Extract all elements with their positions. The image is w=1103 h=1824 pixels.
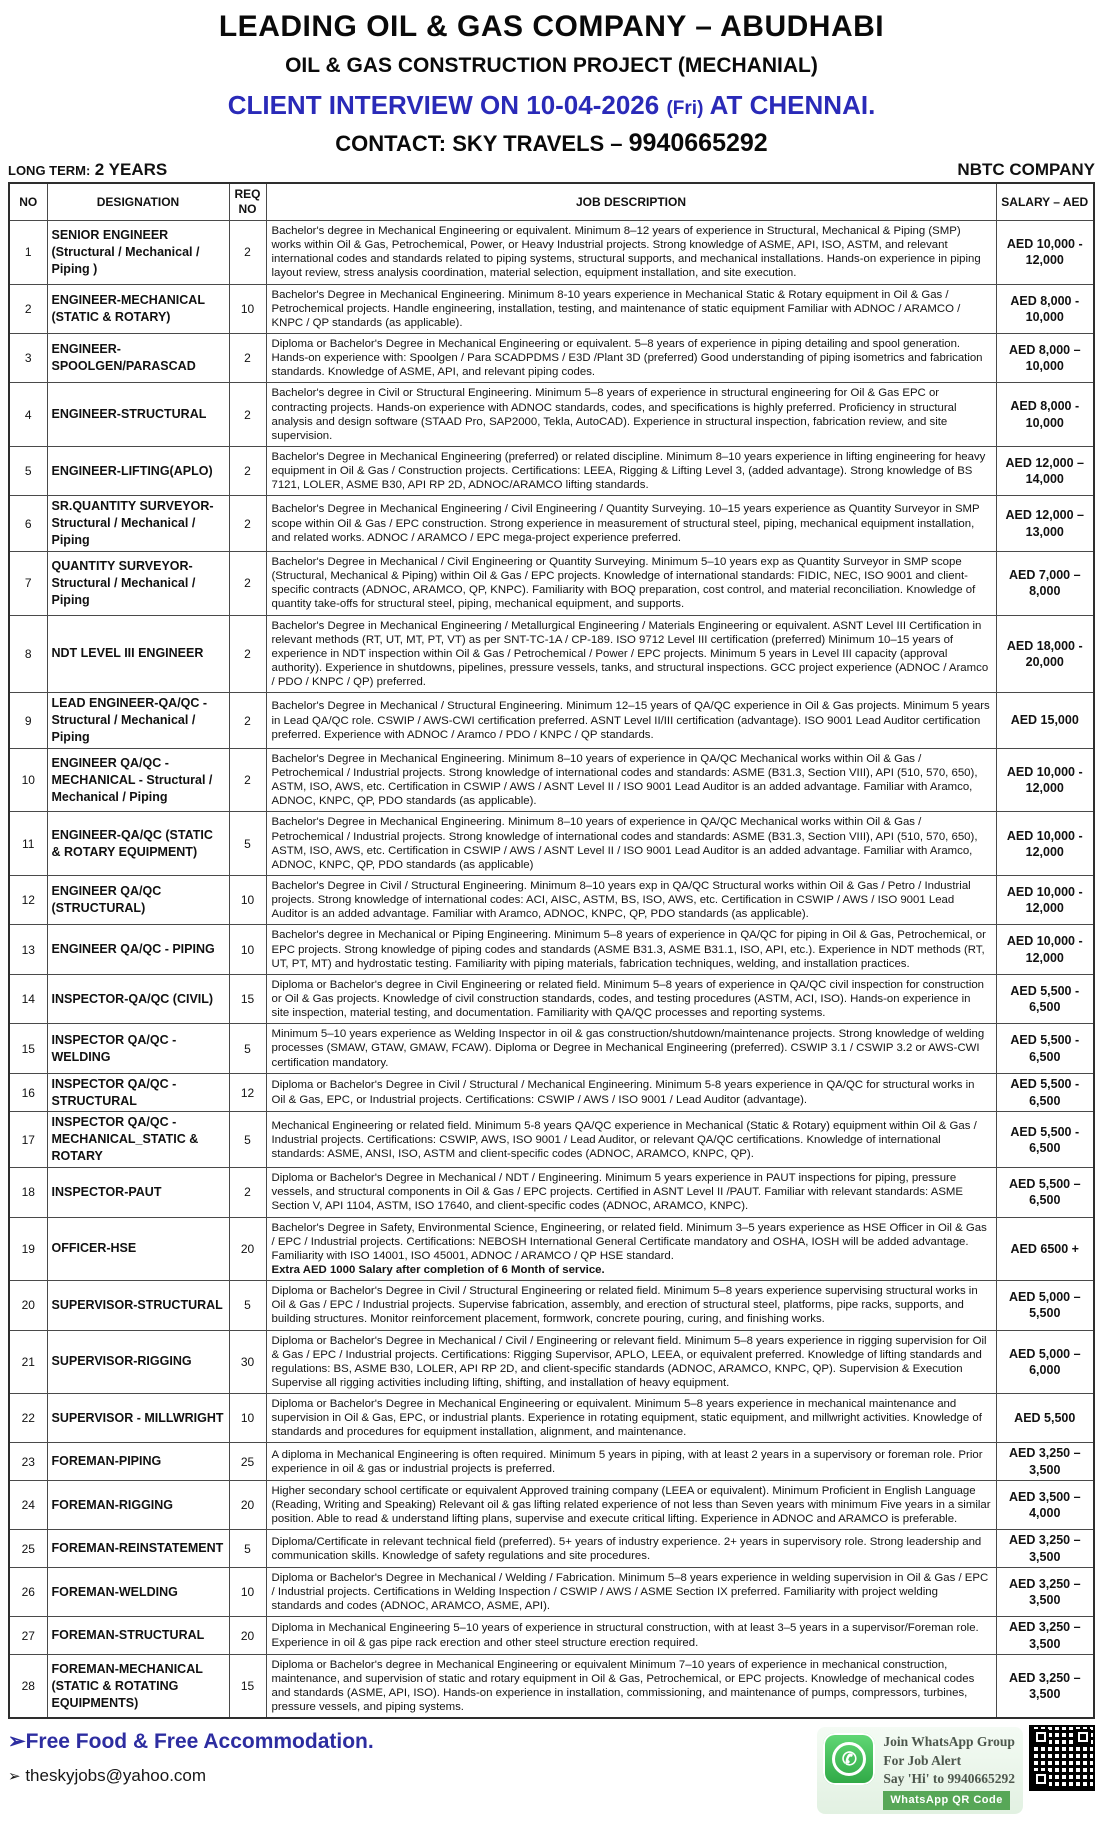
description-cell [266,1443,996,1481]
req-count-cell: 2 [229,1168,266,1217]
salary-cell: AED 5,500 - 6,500 [996,1024,1094,1073]
arrow-bullet-icon: ➢ [8,1730,26,1754]
whatsapp-line-3: Say 'Hi' to 9940665292 [883,1770,1015,1786]
free-benefits-text: Free Food & Free Accommodation. [25,1730,374,1754]
req-count-cell: 20 [229,1480,266,1529]
qr-eye-icon [1033,1729,1049,1745]
row-number: 7 [9,552,47,616]
arrow-bullet-icon: ➢ [8,1768,21,1786]
req-count-cell: 10 [229,1394,266,1443]
req-count-cell: 5 [229,812,266,876]
designation-cell: SUPERVISOR-RIGGING [47,1330,229,1394]
designation-cell: FOREMAN-REINSTATEMENT [47,1530,229,1568]
designation-cell: OFFICER-HSE [47,1217,229,1281]
description-cell [266,1024,996,1073]
description-text: Diploma or Bachelor's Degree in Mechanical / Welding / Fabrication. Minimum 5–8 years experience in welding supervision in Oil & Gas / EPC / Industrial projects. Certifications in Welding Inspection / CSWIP / AWS / ASME Section IX preferred. Familiarity with project welding standards and codes (ADNOC, ARAMCO, ASME, API). [271,1571,989,1613]
description-text: Diploma or Bachelor's Degree in Mechanical / Civil / Engineering or relevant field. Minimum 5–8 years experience in rigging supervision for Oil & Gas / EPC / Industrial projects. Certifications: Rigging Supervisor, APLO, LEEA, or equivalent preferred. Knowledge of lifting standards and regulations: BS, ASME B30, LOLER, API RP 2D, and client-specific standards (ADNOC, ARAMCO, KNPC, QP). Supervision & Execution Supervise all rigging activities including lifting, shifting, and installation of heavy equipment. [271,1334,987,1389]
description-text: Diploma or Bachelor's Degree in Civil / Structural / Mechanical Engineering. Minimum 5-8 years experience in QA/QC for structural works in Oil & Gas, EPC, or Industrial projects. Certifications: CSWIP / AWS / ISO 9001 / Lead Auditor (advantage). [271,1079,975,1106]
meta-row [8,160,1095,180]
col-designation: DESIGNATION [47,183,229,221]
description-cell [266,615,996,693]
designation-cell: ENGINEER QA/QC - MECHANICAL - Structural / Mechanical / Piping [47,748,229,812]
row-number: 19 [9,1217,47,1281]
designation-cell: QUANTITY SURVEYOR- Structural / Mechanical / Piping [47,552,229,616]
table-row [9,1168,1094,1217]
row-number: 4 [9,383,47,447]
req-count-cell: 15 [229,974,266,1023]
page-subtitle: OIL & GAS CONSTRUCTION PROJECT (MECHANIAL) [285,54,818,77]
salary-cell: AED 6500 + [996,1217,1094,1281]
salary-cell: AED 3,500 – 4,000 [996,1480,1094,1529]
table-row [9,1217,1094,1281]
whatsapp-icon [823,1733,875,1785]
req-count-cell: 2 [229,446,266,495]
salary-cell: AED 10,000 - 12,000 [996,221,1094,285]
table-row [9,1480,1094,1529]
interview-place: AT CHENNAI. [709,90,876,120]
req-count-cell: 10 [229,925,266,974]
description-text: Diploma or Bachelor's Degree in Mechanical / NDT / Engineering. Minimum 5 years experience in PAUT inspections for piping, pressure vessels, and structural components in Oil & Gas / EPC projects. Certified in ASNT Level II /PAUT. Familiar with relevant standards: ASME Section V, API 1104, ASTM, ISO 17640, and client-specific codes (ADNOC, ARAMCO, KNPC). [271,1172,964,1213]
salary-cell: AED 7,000 – 8,000 [996,552,1094,616]
row-number: 9 [9,693,47,749]
row-number: 3 [9,333,47,382]
req-count-cell: 25 [229,1443,266,1481]
description-text: A diploma in Mechanical Engineering is often required. Minimum 5 years in piping, with at least 2 years in a supervisory or foreman role. Prior experience in oil & gas or industrial projects is preferred. [271,1448,983,1475]
row-number: 26 [9,1567,47,1616]
salary-cell: AED 10,000 - 12,000 [996,876,1094,925]
table-row [9,1654,1094,1718]
description-text: Minimum 5–10 years experience as Welding Inspector in oil & gas construction/shutdown/maintenance projects. Strong knowledge of welding processes (SMAW, GTAW, GMAW, FCAW). Diploma or Degree in Mechanical Engineering (preferred). CSWIP 3.1 / CSWIP 3.2 or AWS-CWI certification mandatory. [271,1028,985,1069]
row-number: 17 [9,1112,47,1168]
term-label: LONG TERM: [8,163,91,178]
table-row [9,496,1094,552]
designation-cell: ENGINEER-QA/QC (STATIC & ROTARY EQUIPMENT) [47,812,229,876]
row-number: 10 [9,748,47,812]
table-row [9,1567,1094,1616]
designation-cell: NDT LEVEL III ENGINEER [47,615,229,693]
req-count-cell: 5 [229,1112,266,1168]
req-count-cell: 10 [229,876,266,925]
table-row [9,1281,1094,1330]
table-row [9,748,1094,812]
description-text: Higher secondary school certificate or equivalent Approved training company (LEEA or equivalent). Minimum Proficient in English Language (Reading, Writing and Speaking) Relevant oil & gas lifting related experience of not less than Seven years with minimum Five years in a similar position. Able to read & understand lifting plans, supervise and execute critical lifting. Experience in ADNOC and ARAMCO is preferable. [271,1484,991,1526]
description-cell [266,693,996,749]
page-header [8,10,1095,180]
designation-cell: FOREMAN-MECHANICAL (STATIC & ROTATING EQUIPMENTS) [47,1654,229,1718]
designation-cell: INSPECTOR QA/QC - WELDING [47,1024,229,1073]
designation-cell: ENGINEER-MECHANICAL (STATIC & ROTARY) [47,284,229,333]
salary-cell: AED 5,500 – 6,500 [996,1168,1094,1217]
table-row [9,812,1094,876]
row-number: 5 [9,446,47,495]
qr-code [1031,1727,1093,1789]
description-cell [266,974,996,1023]
col-salary: SALARY – AED [996,183,1094,221]
designation-cell: INSPECTOR-QA/QC (CIVIL) [47,974,229,1023]
free-benefits-line [8,1729,374,1754]
table-row [9,383,1094,447]
interview-day: (Fri) [666,98,704,119]
table-row [9,552,1094,616]
table-row [9,1073,1094,1112]
description-bold-note: Extra AED 1000 Salary after completion of 6 Month of service. [271,1263,605,1276]
salary-cell: AED 12,000 – 14,000 [996,446,1094,495]
req-count-cell: 5 [229,1024,266,1073]
footer-left [8,1727,374,1786]
description-text: Bachelor's Degree in Mechanical Engineering. Minimum 8–10 years of experience in QA/QC Mechanical works within Oil & Gas / Petrochemical / Industrial projects. Strong knowledge of international codes and standards: ASME (B31.3, Section VIII), API (510, 570, 650), ASTM, ISO, AWS, etc. Certification in CSWIP / AWS / ASNT Level II / ISO 9001 Lead Auditor is an added advantage. Familiar with Aramco, ADNOC, KNPC, QP, PDO standards (as applicable) [271,816,978,871]
contact-label: CONTACT: SKY TRAVELS – [335,131,629,156]
salary-cell: AED 5,500 - 6,500 [996,1073,1094,1112]
req-count-cell: 10 [229,284,266,333]
description-cell [266,552,996,616]
job-table [8,182,1095,1719]
contract-term [8,160,167,180]
table-row [9,693,1094,749]
description-cell [266,1281,996,1330]
salary-cell: AED 3,250 – 3,500 [996,1617,1094,1655]
salary-cell: AED 3,250 – 3,500 [996,1530,1094,1568]
salary-cell: AED 3,250 – 3,500 [996,1567,1094,1616]
req-count-cell: 15 [229,1654,266,1718]
salary-cell: AED 3,250 – 3,500 [996,1443,1094,1481]
description-cell [266,748,996,812]
description-cell [266,1394,996,1443]
req-count-cell: 20 [229,1217,266,1281]
row-number: 23 [9,1443,47,1481]
salary-cell: AED 15,000 [996,693,1094,749]
whatsapp-line-2: For Job Alert [883,1752,962,1768]
row-number: 22 [9,1394,47,1443]
row-number: 12 [9,876,47,925]
interview-line [8,90,1095,121]
salary-cell: AED 18,000 - 20,000 [996,615,1094,693]
description-cell [266,1480,996,1529]
company-name: NBTC COMPANY [957,160,1095,179]
designation-cell: ENGINEER QA/QC - PIPING [47,925,229,974]
req-count-cell: 2 [229,693,266,749]
salary-cell: AED 5,500 - 6,500 [996,974,1094,1023]
description-cell [266,221,996,285]
job-table-head [9,183,1094,221]
description-cell [266,1530,996,1568]
contact-phone: 9940665292 [628,129,768,157]
designation-cell: FOREMAN-WELDING [47,1567,229,1616]
col-req-no: REQ NO [229,183,266,221]
description-text: Diploma or Bachelor's degree in Mechanical Engineering or equivalent Minimum 7–10 years of experience in mechanical construction, maintenance, and supervision of static and rotary equipment in Oil & Gas, Petrochemical, or EPC projects. Knowledge of mechanical codes and standards (ASME, API, ISO). Hands-on experience in installation, commissioning, and maintenance of pumps, compressors, turbines, pressure vessels, and piping systems. [271,1658,975,1714]
salary-cell: AED 8,000 – 10,000 [996,333,1094,382]
table-row [9,615,1094,693]
salary-cell: AED 5,500 [996,1394,1094,1443]
description-cell [266,876,996,925]
email-line [8,1766,374,1786]
description-cell [266,812,996,876]
designation-cell: INSPECTOR-PAUT [47,1168,229,1217]
table-row [9,1530,1094,1568]
description-text: Bachelor's Degree in Mechanical Engineering. Minimum 8–10 years of experience in QA/QC Mechanical works within Oil & Gas / Petrochemical / Industrial projects. Strong knowledge of international codes and standards: ASME (B31.3, Section VIII), API (510, 570, 650), ASTM, ISO, AWS, etc. Certification in CSWIP / AWS / ASNT Level II / ISO 9001 Lead Auditor is an added advantage. Familiar with Aramco, ADNOC, KNPC, QP, PDO standards (as applicable). [271,752,978,808]
salary-cell: AED 10,000 - 12,000 [996,925,1094,974]
col-no: NO [9,183,47,221]
description-cell [266,925,996,974]
description-cell [266,1617,996,1655]
job-table-body [9,221,1094,1719]
row-number: 20 [9,1281,47,1330]
designation-cell: SUPERVISOR - MILLWRIGHT [47,1394,229,1443]
description-text: Bachelor's Degree in Civil / Structural Engineering. Minimum 8–10 years exp in QA/QC Structural works within Oil & Gas / Petro / Industrial projects. Strong knowledge of international codes: ACI, AISC, ASTM, BS, ISO, AWS, etc. Certification in CSWIP / AWS / ISO 9001 Lead Auditor is an added advantage. Familiar with Aramco, ADNOC, KNPC, QP, PDO standards (as applicable). [271,880,971,921]
salary-cell: AED 5,000 – 6,000 [996,1330,1094,1394]
designation-cell: INSPECTOR QA/QC - MECHANICAL_STATIC & ROTARY [47,1112,229,1168]
table-row [9,333,1094,382]
description-cell [266,1168,996,1217]
description-text: Bachelor's Degree in Safety, Environmental Science, Engineering, or related field. Minimum 3–5 years experience as HSE Officer in Oil & Gas / EPC / Industrial projects. Certifications: NEBOSH International General Certificate mandatory and OSHA, IOSH will be added advantage. Familiarity with ISO 14001, ISO 45001, ADNOC / ARAMCO / QP HSE standard. [271,1221,987,1262]
row-number: 8 [9,615,47,693]
description-text: Bachelor's Degree in Mechanical / Civil Engineering or Quantity Surveying. Minimum 5–10 years exp as Quantity Surveyor in SMP scope (Structural, Mechanical & Piping) within Oil & Gas / EPC projects. Knowledge of international standards: FIDIC, NEC, ISO 9001 and client-specific contracts (ADNOC, ARAMCO, QP, KNPC). Familiarity with BOQ preparation, cost control, and material reconciliation. Knowledge of quantity take-offs for structural steel, piping, mechanical equipment, and supports. [271,556,976,611]
table-row [9,1394,1094,1443]
description-cell [266,284,996,333]
designation-cell: SR.QUANTITY SURVEYOR- Structural / Mechanical / Piping [47,496,229,552]
req-count-cell: 2 [229,552,266,616]
row-number: 15 [9,1024,47,1073]
row-number: 6 [9,496,47,552]
designation-cell: ENGINEER-SPOOLGEN/PARASCAD [47,333,229,382]
req-count-cell: 2 [229,748,266,812]
description-cell [266,1217,996,1281]
row-number: 25 [9,1530,47,1568]
description-text: Bachelor's degree in Mechanical Engineering or equivalent. Minimum 8–12 years of experience in Structural, Mechanical & Piping (SMP) works within Oil & Gas, Petrochemical, Power, or Heavy Industrial projects. Strong knowledge of ASME, API, ISO, ASTM, and relevant international codes and standards related to piping systems, structural supports, and mechanical installations. Hands-on experience in piping layout review, stress analysis coordination, material selection, equipment installation, and site execution. [271,225,981,280]
whatsapp-qr-badge: WhatsApp QR Code [883,1791,1010,1810]
description-text: Diploma or Bachelor's Degree in Mechanical Engineering or equivalent. 5–8 years of experience in piping detailing and spool generation. Hands-on experience with: Spoolgen / Para SCADPDMS / E3D /Plant 3D (preferred) Good understanding of piping isometrics and fabrication standards. Knowledge of ASME, API, and relevant piping codes. [271,337,983,379]
whatsapp-card [817,1727,1023,1814]
row-number: 18 [9,1168,47,1217]
description-text: Diploma or Bachelor's degree in Civil Engineering or related field. Minimum 5–8 years of experience in QA/QC civil inspection for construction or Oil & Gas projects. Knowledge of civil construction standards, codes, and testing procedures (ASTM, ACI, ISO). Hands-on experience in site inspection, material testing, and documentation. Familiarity with QA/QC processes and reporting systems. [271,978,985,1020]
table-row [9,1112,1094,1168]
interview-date: CLIENT INTERVIEW ON 10-04-2026 [227,90,660,120]
page-footer [8,1727,1095,1814]
req-count-cell: 2 [229,383,266,447]
description-text: Bachelor's degree in Mechanical or Piping Engineering. Minimum 5–8 years of experience in QA/QC for piping in Oil & Gas, Petrochemical, or EPC projects. Strong knowledge of piping codes and standards (ASME B31.3, ASME B31.1, ISO, API, etc.). Experience in NDT methods (RT, UT, PT, MT) and hydrostatic testing. Familiarity with piping materials, fabrication techniques, welding, and installation practices. [271,929,986,970]
designation-cell: FOREMAN-PIPING [47,1443,229,1481]
salary-cell: AED 12,000 – 13,000 [996,496,1094,552]
salary-cell: AED 8,000 - 10,000 [996,383,1094,447]
row-number: 28 [9,1654,47,1718]
designation-cell: ENGINEER-LIFTING(APLO) [47,446,229,495]
description-text: Diploma or Bachelor's Degree in Civil / Structural Engineering or related field. Minimum 5–8 years experience supervising structural works in Oil & Gas / EPC / Industrial projects. Supervise fabrication, assembly, and erection of structural steel, platforms, pipe racks, supports, and building structures. Monitor reinforcement placement, formwork, concrete pouring, curing, and finishing works. [271,1285,978,1326]
table-row [9,876,1094,925]
req-count-cell: 30 [229,1330,266,1394]
req-count-cell: 2 [229,221,266,285]
designation-cell: ENGINEER QA/QC (STRUCTURAL) [47,876,229,925]
qr-eye-icon [1033,1771,1049,1787]
description-text: Bachelor's Degree in Mechanical Engineering (preferred) or related discipline. Minimum 8–10 years experience in lifting engineering for heavy equipment in Oil & Gas / Construction projects. Certifications: LEEA, Rigging & Lifting Level 3, (added advantage). Strong knowledge of BS 7121, LOLER, ASME B30, API RP 2D, ADNOC/ARAMCO lifting standards. [271,450,986,492]
col-job-description: JOB DESCRIPTION [266,183,996,221]
description-cell [266,496,996,552]
row-number: 21 [9,1330,47,1394]
description-text: Diploma/Certificate in relevant technical field (preferred). 5+ years of industry experience. 2+ years in supervisory role. Strong leadership and communication skills. Knowledge of safety regulations and site procedures. [271,1535,982,1562]
req-count-cell: 2 [229,496,266,552]
description-cell [266,383,996,447]
contact-line [8,129,1095,158]
table-row [9,221,1094,285]
req-count-cell: 20 [229,1617,266,1655]
description-text: Bachelor's Degree in Mechanical Engineering. Minimum 8-10 years experience in Mechanical Static & Rotary equipment in Oil & Gas / Petrochemical projects. Handle engineering, installation, testing, and maintenance of static equipment Familiar with ADNOC / ARAMCO / KNPC / QP standards (as applicable). [271,288,961,329]
req-count-cell: 5 [229,1281,266,1330]
row-number: 1 [9,221,47,285]
table-row [9,1443,1094,1481]
salary-cell: AED 5,500 - 6,500 [996,1112,1094,1168]
row-number: 11 [9,812,47,876]
table-row [9,284,1094,333]
req-count-cell: 2 [229,333,266,382]
header-row [9,183,1094,221]
description-cell [266,1112,996,1168]
table-row [9,446,1094,495]
whatsapp-text-block [883,1733,1015,1810]
designation-cell: INSPECTOR QA/QC - STRUCTURAL [47,1073,229,1112]
table-row [9,1617,1094,1655]
req-count-cell: 10 [229,1567,266,1616]
description-cell [266,446,996,495]
row-number: 13 [9,925,47,974]
designation-cell: SUPERVISOR-STRUCTURAL [47,1281,229,1330]
description-cell [266,1654,996,1718]
table-row [9,1330,1094,1394]
description-text: Diploma or Bachelor's Degree in Mechanical Engineering or equivalent. Minimum 5–8 years experience in mechanical maintenance and supervision in Oil & Gas, EPC, or industrial plants. Experience in rotating equipment, static equipment, and millwright activities. Knowledge of standards and procedures for equipment installation, alignment, and maintenance. [271,1398,982,1439]
req-count-cell: 2 [229,615,266,693]
description-cell [266,1330,996,1394]
row-number: 16 [9,1073,47,1112]
salary-cell: AED 10,000 - 12,000 [996,748,1094,812]
description-cell [266,333,996,382]
whatsapp-phone-glyph: ✆ [832,1742,866,1776]
description-cell [266,1073,996,1112]
whatsapp-line-1: Join WhatsApp Group [883,1734,1015,1750]
description-cell [266,1567,996,1616]
page-title: LEADING OIL & GAS COMPANY – ABUDHABI [218,10,885,43]
req-count-cell: 12 [229,1073,266,1112]
row-number: 2 [9,284,47,333]
whatsapp-section [817,1727,1093,1814]
description-text: Bachelor's degree in Civil or Structural Engineering. Minimum 5–8 years of experience in structural engineering for Oil & Gas EPC or contracting projects. Hands-on experience with ADNOC standards, codes, and specifications is highly preferred. Proficiency in structural analysis and design software (STAAD Pro, SAP2000, Tekla, AutoCAD). Experience in structural inspection, fabrication review, and site supervision. [271,387,957,442]
salary-cell: AED 10,000 - 12,000 [996,812,1094,876]
designation-cell: ENGINEER-STRUCTURAL [47,383,229,447]
table-row [9,974,1094,1023]
row-number: 27 [9,1617,47,1655]
description-text: Mechanical Engineering or related field. Minimum 5-8 years QA/QC experience in Mechanical (Static & Rotary) equipment within Oil & Gas / Industrial projects. Certifications: CSWIP, AWS, ISO 9001 / Lead Auditor, or relevant QA/QC certifications. Knowledge of international standards: ASME, ANSI, ISO, ASTM and client-specific codes (ADNOC, ARAMCO, KNPC, QP). [271,1119,977,1160]
description-text: Bachelor's Degree in Mechanical / Structural Engineering. Minimum 12–15 years of QA/QC experience in Oil & Gas projects. Minimum 5 years in Lead QA/QC role. CSWIP / AWS-CWI certification preferred. ASNT Level II/III certification (advantage). ISO 9001 Lead Auditor certification preferred. Experience with ADNOC / Aramco / PDO / KNPC / QP standards. [271,700,990,741]
row-number: 24 [9,1480,47,1529]
row-number: 14 [9,974,47,1023]
designation-cell: FOREMAN-RIGGING [47,1480,229,1529]
description-text: Bachelor's Degree in Mechanical Engineering / Civil Engineering / Quantity Surveying. 10–15 years experience as Quantity Surveyor in SMP scope within Oil & Gas / EPC construction. Strong experience in measurement of structural steel, piping, mechanical equipment installation, and related works. ADNOC / ARAMCO / EPC mega-project experience preferred. [271,503,980,544]
description-text: Bachelor's Degree in Mechanical Engineering / Metallurgical Engineering / Materials Engineering or equivalent. ASNT Level III Certification in relevant methods (RT, UT, MT, PT, VT) as per SNT-TC-1A / CP-189. ISO 9712 Level III certification (preferred) Minimum 10–15 years of experience in NDT inspection within Oil & Gas / Petrochemical / Power / EPC projects. Minimum 5 years in Level III capacity (approval authority). Experience in shutdowns, pipelines, pressure vessels, tanks, and structural inspections. GCC project experience (ADNOC / Aramco / PDO / KNPC / QP) preferred. [271,619,989,689]
designation-cell: FOREMAN-STRUCTURAL [47,1617,229,1655]
req-count-cell: 5 [229,1530,266,1568]
salary-cell: AED 3,250 – 3,500 [996,1654,1094,1718]
table-row [9,925,1094,974]
term-value: 2 YEARS [94,160,168,179]
salary-cell: AED 5,000 – 5,500 [996,1281,1094,1330]
designation-cell: SENIOR ENGINEER (Structural / Mechanical / Piping ) [47,221,229,285]
table-row [9,1024,1094,1073]
description-text: Diploma in Mechanical Engineering 5–10 years of experience in structural construction, with at least 3–5 years in a supervisor/Foreman role. Experience in oil & gas pipe rack erection and other steel structure erection required. [271,1622,979,1649]
qr-eye-icon [1075,1729,1091,1745]
contact-email: theskyjobs@yahoo.com [25,1766,207,1786]
salary-cell: AED 8,000 - 10,000 [996,284,1094,333]
designation-cell: LEAD ENGINEER-QA/QC - Structural / Mechanical / Piping [47,693,229,749]
